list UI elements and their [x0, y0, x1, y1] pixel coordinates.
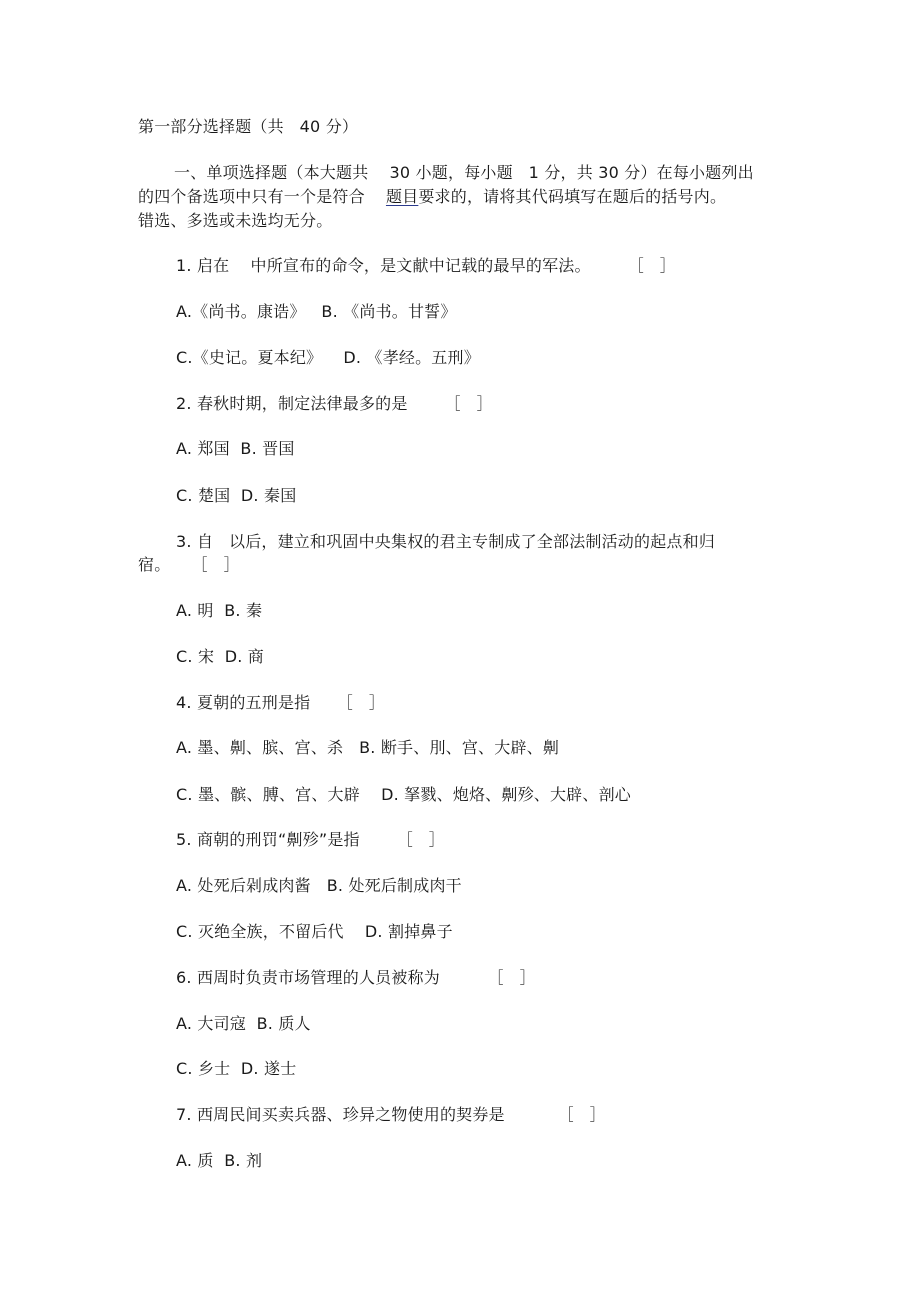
- question-1-options-ab: A.《尚书。康诰》 B. 《尚书。甘誓》: [176, 302, 457, 321]
- question-5: 5. 商朝的刑罚“劓殄”是指 ［ ］: [176, 830, 445, 849]
- instructions-line-2-after: 要求的，请将其代码填写在题后的括号内。: [418, 187, 727, 206]
- question-1: 1. 启在 中所宣布的命令，是文献中记载的最早的军法。 ［ ］: [176, 256, 676, 275]
- question-3-line-2: 宿。 ［ ］: [138, 555, 240, 574]
- question-2: 2. 春秋时期，制定法律最多的是 ［ ］: [176, 394, 493, 413]
- question-7: 7. 西周民间买卖兵器、珍异之物使用的契券是 ［ ］: [176, 1105, 606, 1124]
- question-6-options-cd: C. 乡士 D. 遂士: [176, 1059, 297, 1078]
- question-6-options-ab: A. 大司寇 B. 质人: [176, 1014, 311, 1033]
- instructions-line-2: [138, 187, 726, 207]
- question-4-options-cd: C. 墨、髌、膊、宫、大辟 D. 拏戮、炮烙、劓殄、大辟、剖心: [176, 785, 631, 804]
- instructions-line-1: 一、单项选择题（本大题共 30 小题，每小题 1 分，共 30 分）在每小题列出: [174, 163, 754, 182]
- question-3-line-1: 3. 自 以后，建立和巩固中央集权的君主专制成了全部法制活动的起点和归: [176, 532, 716, 551]
- question-6: 6. 西周时负责市场管理的人员被称为 ［ ］: [176, 968, 536, 987]
- instructions-line-3: 错选、多选或未选均无分。: [138, 211, 333, 230]
- part-title: 第一部分选择题（共 40 分）: [138, 117, 359, 136]
- question-5-options-cd: C. 灭绝全族，不留后代 D. 割掉鼻子: [176, 922, 453, 941]
- question-3-options-ab: A. 明 B. 秦: [176, 601, 263, 620]
- question-4: 4. 夏朝的五刑是指 ［ ］: [176, 693, 386, 712]
- instructions-underlined-term: 题目: [385, 187, 419, 206]
- question-4-options-ab: A. 墨、劓、膑、宫、杀 B. 断手、刖、宫、大辟、劓: [176, 738, 560, 757]
- question-1-options-cd: C.《史记。夏本纪》 D. 《孝经。五刑》: [176, 348, 480, 367]
- instructions-line-2-before: 的四个备选项中只有一个是符合: [138, 187, 386, 206]
- question-5-options-ab: A. 处死后剁成肉酱 B. 处死后制成肉干: [176, 876, 462, 895]
- question-7-options-ab: A. 质 B. 剂: [176, 1151, 263, 1170]
- question-3-options-cd: C. 宋 D. 商: [176, 647, 265, 666]
- question-2-options-ab: A. 郑国 B. 晋国: [176, 439, 295, 458]
- question-2-options-cd: C. 楚国 D. 秦国: [176, 486, 297, 505]
